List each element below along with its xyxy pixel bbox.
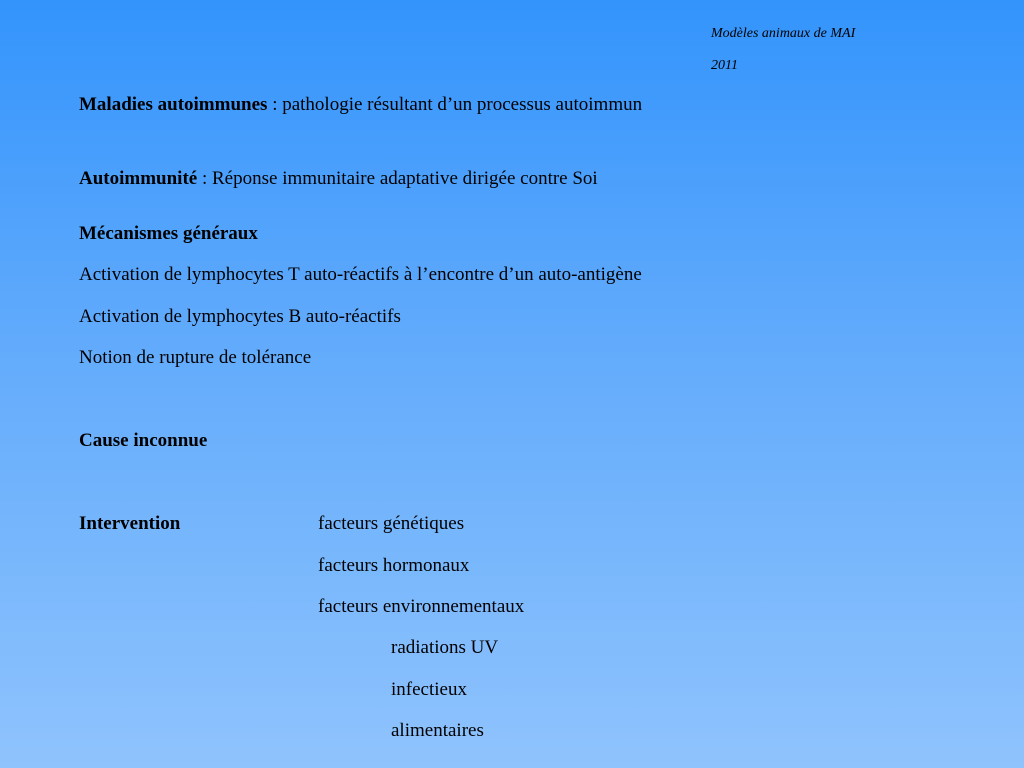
header-title: Modèles animaux de MAI (711, 26, 856, 41)
factor-item: facteurs environnementaux (318, 596, 525, 617)
heading-intervention: Intervention (79, 513, 181, 534)
header-year: 2011 (711, 58, 738, 73)
mecanisme-item: Activation de lymphocytes B auto-réactifs (79, 306, 401, 327)
definition-text-autoimmunite: : Réponse immunitaire adaptative dirigée contre Soi (197, 168, 598, 189)
definition-autoimmunite (79, 167, 598, 191)
mecanisme-item: Notion de rupture de tolérance (79, 347, 312, 368)
definition-text-maladies: : pathologie résultant d’un processus autoimmun (267, 94, 643, 115)
environmental-subitem: alimentaires (391, 720, 484, 741)
heading-cause-inconnue: Cause inconnue (79, 430, 208, 451)
term-autoimmunite: Autoimmunité (79, 168, 198, 189)
environmental-subitem: infectieux (391, 679, 467, 700)
heading-mecanismes-generaux: Mécanismes généraux (79, 223, 258, 244)
environmental-subitem: radiations UV (391, 637, 499, 658)
term-maladies-autoimmunes: Maladies autoimmunes (79, 94, 268, 115)
definition-maladies-autoimmunes (79, 93, 642, 117)
factor-item: facteurs génétiques (318, 513, 465, 534)
mecanisme-item: Activation de lymphocytes T auto-réactifs à l’encontre d’un auto-antigène (79, 264, 642, 285)
factor-item: facteurs hormonaux (318, 555, 470, 576)
